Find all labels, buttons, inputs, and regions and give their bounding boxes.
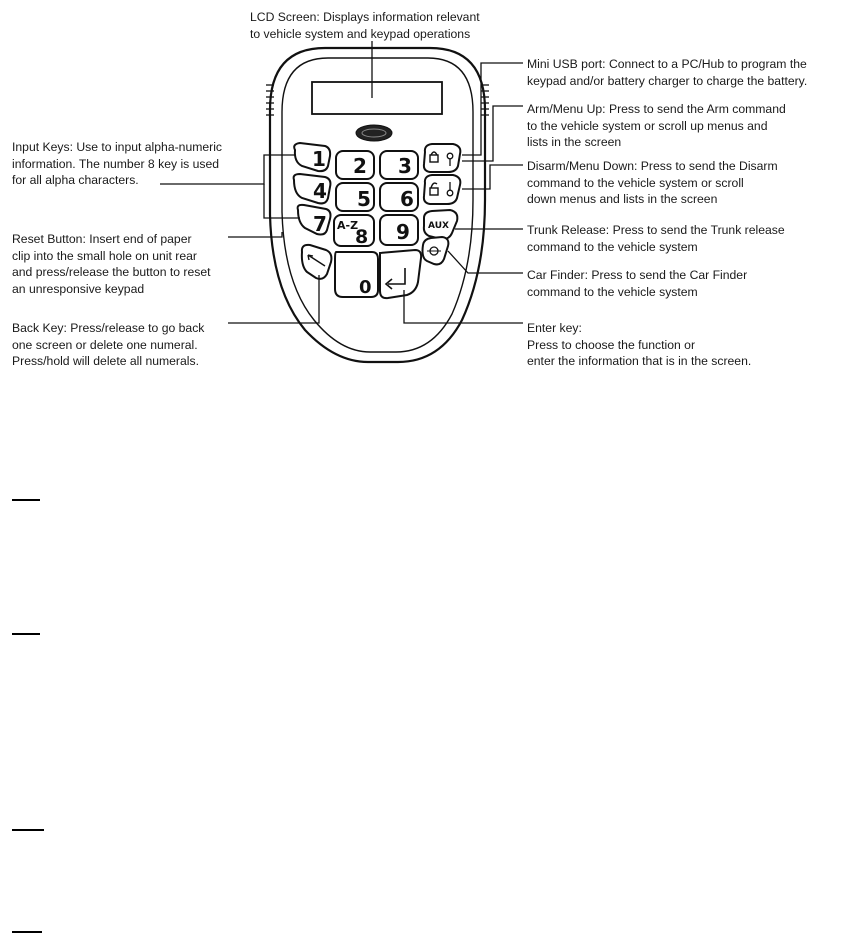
section-rule-4	[12, 931, 42, 933]
section-rule-3	[12, 829, 44, 831]
callout-enter-key: Enter key: Press to choose the function or enter the information that is in the screen.	[527, 321, 752, 368]
key-8-alpha-label: A-Z	[337, 219, 359, 232]
key-6-label: 6	[400, 187, 414, 211]
key-7-label: 7	[313, 212, 327, 236]
enter-key	[380, 250, 421, 298]
key-0-label: 0	[359, 277, 372, 298]
key-9	[380, 215, 418, 245]
callout-back-key: Back Key: Press/release to go back one screen or delete one numeral. Press/hold will delete all numerals.	[12, 321, 205, 368]
callout-trunk-release: Trunk Release: Press to send the Trunk release command to the vehicle system	[527, 223, 785, 254]
callout-mini-usb-port: Mini USB port: Connect to a PC/Hub to program the keypad and/or battery charger to charge the battery.	[527, 57, 808, 88]
section-rule-2	[12, 633, 40, 635]
section-rule-1	[12, 499, 40, 501]
key-3	[380, 151, 418, 179]
disarm-key	[424, 175, 460, 204]
key-2	[336, 151, 374, 179]
callout-car-finder: Car Finder: Press to send the Car Finder command to the vehicle system	[527, 268, 748, 299]
key-5	[336, 183, 374, 211]
lcd-screen	[312, 82, 442, 114]
key-4-label: 4	[313, 179, 327, 203]
callout-lcd-screen: LCD Screen: Displays information relevant to vehicle system and keypad operations	[250, 10, 480, 41]
speaker-grille	[356, 125, 392, 141]
key-8-label: 8	[355, 226, 369, 248]
callout-arm-menu-up: Arm/Menu Up: Press to send the Arm command to the vehicle system or scroll up menus and lists in the screen	[527, 102, 786, 149]
aux-label: AUX	[428, 221, 449, 231]
key-6	[380, 183, 418, 211]
key-2-label: 2	[353, 154, 367, 178]
key-8	[334, 215, 374, 248]
key-9-label: 9	[396, 220, 410, 244]
key-1-label: 1	[312, 147, 326, 171]
callout-input-keys: Input Keys: Use to input alpha-numeric information. The number 8 key is used for all alpha characters.	[12, 140, 223, 187]
arm-key	[424, 144, 460, 172]
callout-reset-button: Reset Button: Insert end of paper clip into the small hole on unit rear and press/release the button to reset an unresponsive keypad	[12, 232, 211, 296]
key-0	[335, 252, 378, 298]
callout-disarm-menu-down: Disarm/Menu Down: Press to send the Disarm command to the vehicle system or scroll down menus and lists in the screen	[527, 159, 778, 206]
key-5-label: 5	[357, 187, 371, 211]
key-3-label: 3	[398, 154, 412, 178]
